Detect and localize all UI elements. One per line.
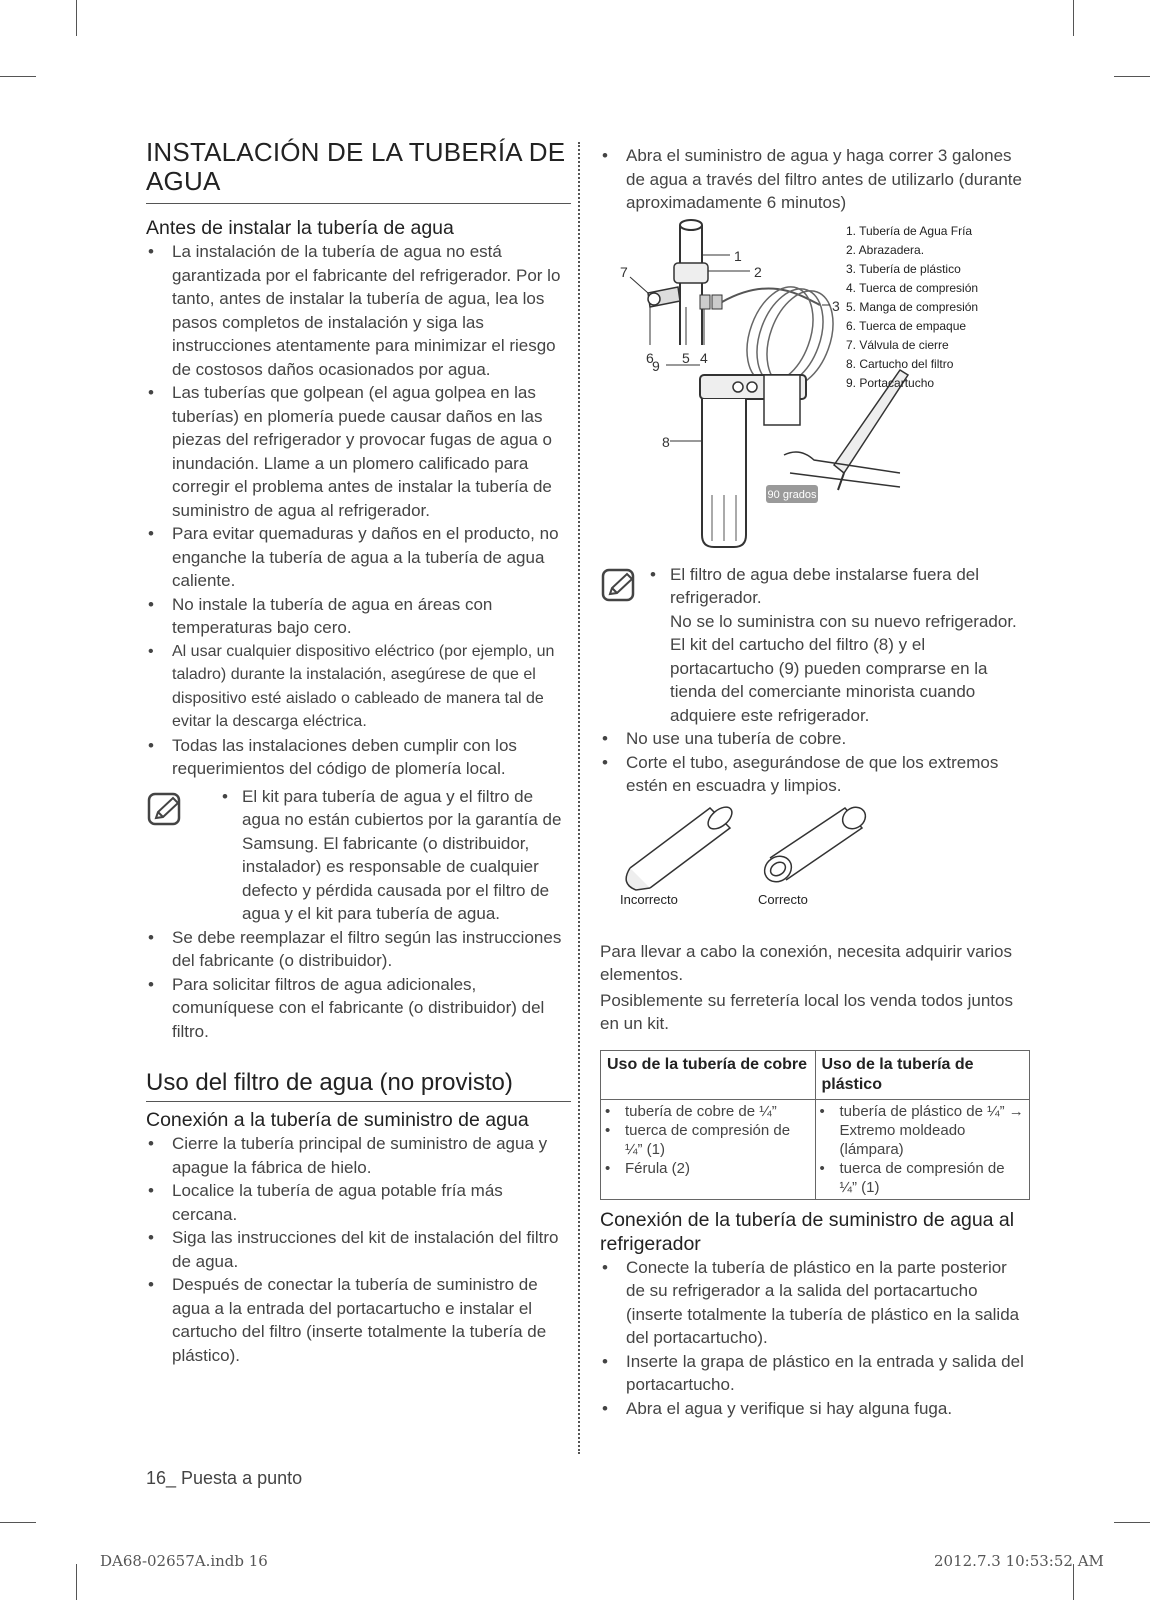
bullet-list-supply-connection <box>146 1132 571 1367</box>
list-item: • Después de conectar la tubería de suministro de agua a la entrada del portacartucho e instalar el cartucho del filtro (inserte totalmente la tubería de plástico). <box>146 1273 571 1367</box>
list-item: • La instalación de la tubería de agua no está garantizada por el fabricante del refrigerador. Por lo tanto, antes de instalar la tubería de agua, lea los pasos completos de instalación y siga las instrucciones atentamente para minimizar el riesgo de costosos daños ocasionados por agua. <box>146 240 571 381</box>
legend-item: 3. Tubería de plástico <box>846 261 961 276</box>
list-item: • Cierre la tubería principal de suministro de agua y apague la fábrica de hielo. <box>146 1132 571 1179</box>
callout-8: 8 <box>662 433 670 450</box>
callout-9: 9 <box>652 357 660 374</box>
list-item: • Abra el agua y verifique si hay alguna fuga. <box>600 1397 1030 1421</box>
legend-item: 8. Cartucho del filtro <box>846 356 954 371</box>
list-item: • Para evitar quemaduras y daños en el producto, no enganche la tubería de agua a la tubería de agua caliente. <box>146 522 571 593</box>
list-item: • Se debe reemplazar el filtro según las instrucciones del fabricante (o distribuidor). <box>146 926 571 973</box>
label-incorrect: Incorrecto <box>620 891 678 907</box>
label-correct: Correcto <box>758 891 808 907</box>
callout-5: 5 <box>682 349 690 366</box>
crop-mark <box>76 1564 77 1600</box>
legend-item: 6. Tuerca de empaque <box>846 318 967 333</box>
list-item: • Para solicitar filtros de agua adicionales, comuníquese con el fabricante (o distribuidor) del filtro. <box>146 973 571 1044</box>
list-item: • Corte el tubo, asegurándose de que los extremos estén en escuadra y limpios. <box>600 751 1030 798</box>
list-item: • Férula (2) <box>605 1159 811 1178</box>
list-item: • Localice la tubería de agua potable fría más cercana. <box>146 1179 571 1226</box>
crop-mark <box>1114 1522 1150 1523</box>
right-column <box>600 144 1030 1420</box>
list-item: • Las tuberías que golpean (el agua golpea en las tuberías) en plomería puede causar daños en las piezas del refrigerador y provocar fugas de agua o inundación. Llame a un plomero calificado para corregir el problema antes de instalar la tubería de suministro de agua al refrigerador. <box>146 381 571 522</box>
list-item: • Conecte la tubería de plástico en la parte posterior de su refrigerador a la salida del portacartucho (inserte totalmente la tubería de plástico en la salida del portacartucho). <box>600 1256 1030 1350</box>
list-item: • El kit para tubería de agua y el filtro de agua no están cubiertos por la garantía de Samsung. El fabricante (o distribuidor, instalador) es responsable de cualquier defecto y pérdida causada por el filtro de agua y el kit para tubería de agua. <box>220 785 571 926</box>
list-item: • tubería de plástico de ¼” → Extremo moldeado (lámpara) <box>820 1102 1026 1159</box>
callout-6: 6 <box>646 349 654 366</box>
note-line: No se lo suministra con su nuevo refrigerador. El kit del cartucho del filtro (8) y el portacartucho (9) pueden comprarse en la tienda del comerciante minorista cuando adquiere este refrigerador. <box>670 611 1017 725</box>
column-divider <box>578 142 580 1454</box>
crop-mark <box>0 76 36 77</box>
list-item: • No use una tubería de cobre. <box>600 727 1030 751</box>
list-item: • No instale la tubería de agua en áreas con temperaturas bajo cero. <box>146 593 571 640</box>
file-slug: DA68-02657A.indb 16 <box>100 1552 268 1570</box>
table-header: Uso de la tubería de cobre <box>601 1050 816 1099</box>
note-pencil-icon <box>146 791 186 829</box>
bullet-list-tube <box>600 727 1030 798</box>
legend-item: 1. Tubería de Agua Fría <box>846 223 973 238</box>
list-item: • Al usar cualquier dispositivo eléctrico (por ejemplo, un taladro) durante la instalación, asegúrese de que el dispositivo esté aislado o cableado de manera tal de evitar la descarga eléctrica. <box>146 640 571 734</box>
crop-mark <box>0 1522 36 1523</box>
timestamp-slug: 2012.7.3 10:53:52 AM <box>934 1552 1104 1570</box>
left-column <box>146 138 571 1367</box>
legend-item: 4. Tuerca de compresión <box>846 280 979 295</box>
note-line: El filtro de agua debe instalarse fuera del refrigerador. <box>670 564 980 607</box>
list-item: • Inserte la grapa de plástico en la entrada y salida del portacartucho. <box>600 1350 1030 1397</box>
page-footer: 16_ Puesta a punto <box>146 1468 303 1488</box>
callout-1: 1 <box>734 247 742 264</box>
legend-item: 9. Portacartucho <box>846 375 935 390</box>
table-cell <box>601 1099 816 1199</box>
legend-item: 5. Manga de compresión <box>846 299 979 314</box>
section-heading-filter-use: Uso del filtro de agua (no provisto) <box>146 1069 571 1102</box>
crop-mark <box>76 0 77 36</box>
list-item: • tuerca de compresión de ¼” (1) <box>820 1159 1026 1197</box>
crop-mark <box>1073 0 1074 36</box>
paragraph: Para llevar a cabo la conexión, necesita adquirir varios elementos. <box>600 941 1013 984</box>
list-item: • tubería de cobre de ¼” <box>605 1102 811 1121</box>
subheading-before-install: Antes de instalar la tubería de agua <box>146 217 454 239</box>
list-item <box>648 563 1030 728</box>
table-cell <box>815 1099 1030 1199</box>
paragraph: Posiblemente su ferretería local los venda todos juntos en un kit. <box>600 990 1013 1033</box>
list-item: • Abra el suministro de agua y haga correr 3 galones de agua a través del filtro antes de utilizarlo (durante aproximadamente 6 minutos) <box>600 144 1030 215</box>
bullet-list-refrigerator-connection <box>600 1256 1030 1421</box>
subheading-refrigerator-connection: Conexión de la tubería de suministro de agua al refrigerador <box>600 1208 1015 1255</box>
list-item: • tuerca de compresión de ¼” (1) <box>605 1121 811 1159</box>
list-item: • Siga las instrucciones del kit de instalación del filtro de agua. <box>146 1226 571 1273</box>
callout-7: 7 <box>620 263 628 280</box>
bullet-list-filter <box>146 926 571 1044</box>
subheading-supply-connection: Conexión a la tubería de suministro de agua <box>146 1109 529 1131</box>
list-item: • Todas las instalaciones deben cumplir con los requerimientos del código de plomería local. <box>146 734 571 781</box>
note-pencil-icon <box>600 567 640 605</box>
pipe-cut-diagram <box>600 798 1030 908</box>
callout-4: 4 <box>700 349 708 366</box>
angle-label: 90 grados <box>767 488 817 501</box>
bullet-list-before-install <box>146 240 571 781</box>
note-filter-outside <box>600 563 1030 728</box>
note-warranty <box>146 785 571 926</box>
callout-2: 2 <box>754 263 762 280</box>
legend-item: 2. Abrazadera. <box>846 242 925 257</box>
kit-table <box>600 1050 1030 1200</box>
legend-item: 7. Válvula de cierre <box>846 337 949 352</box>
callout-3: 3 <box>832 297 840 314</box>
crop-mark <box>1114 76 1150 77</box>
page-title: INSTALACIÓN DE LA TUBERÍA DE AGUA <box>146 138 571 204</box>
table-header: Uso de la tubería de plástico <box>815 1050 1030 1099</box>
filter-installation-diagram <box>600 215 1030 557</box>
